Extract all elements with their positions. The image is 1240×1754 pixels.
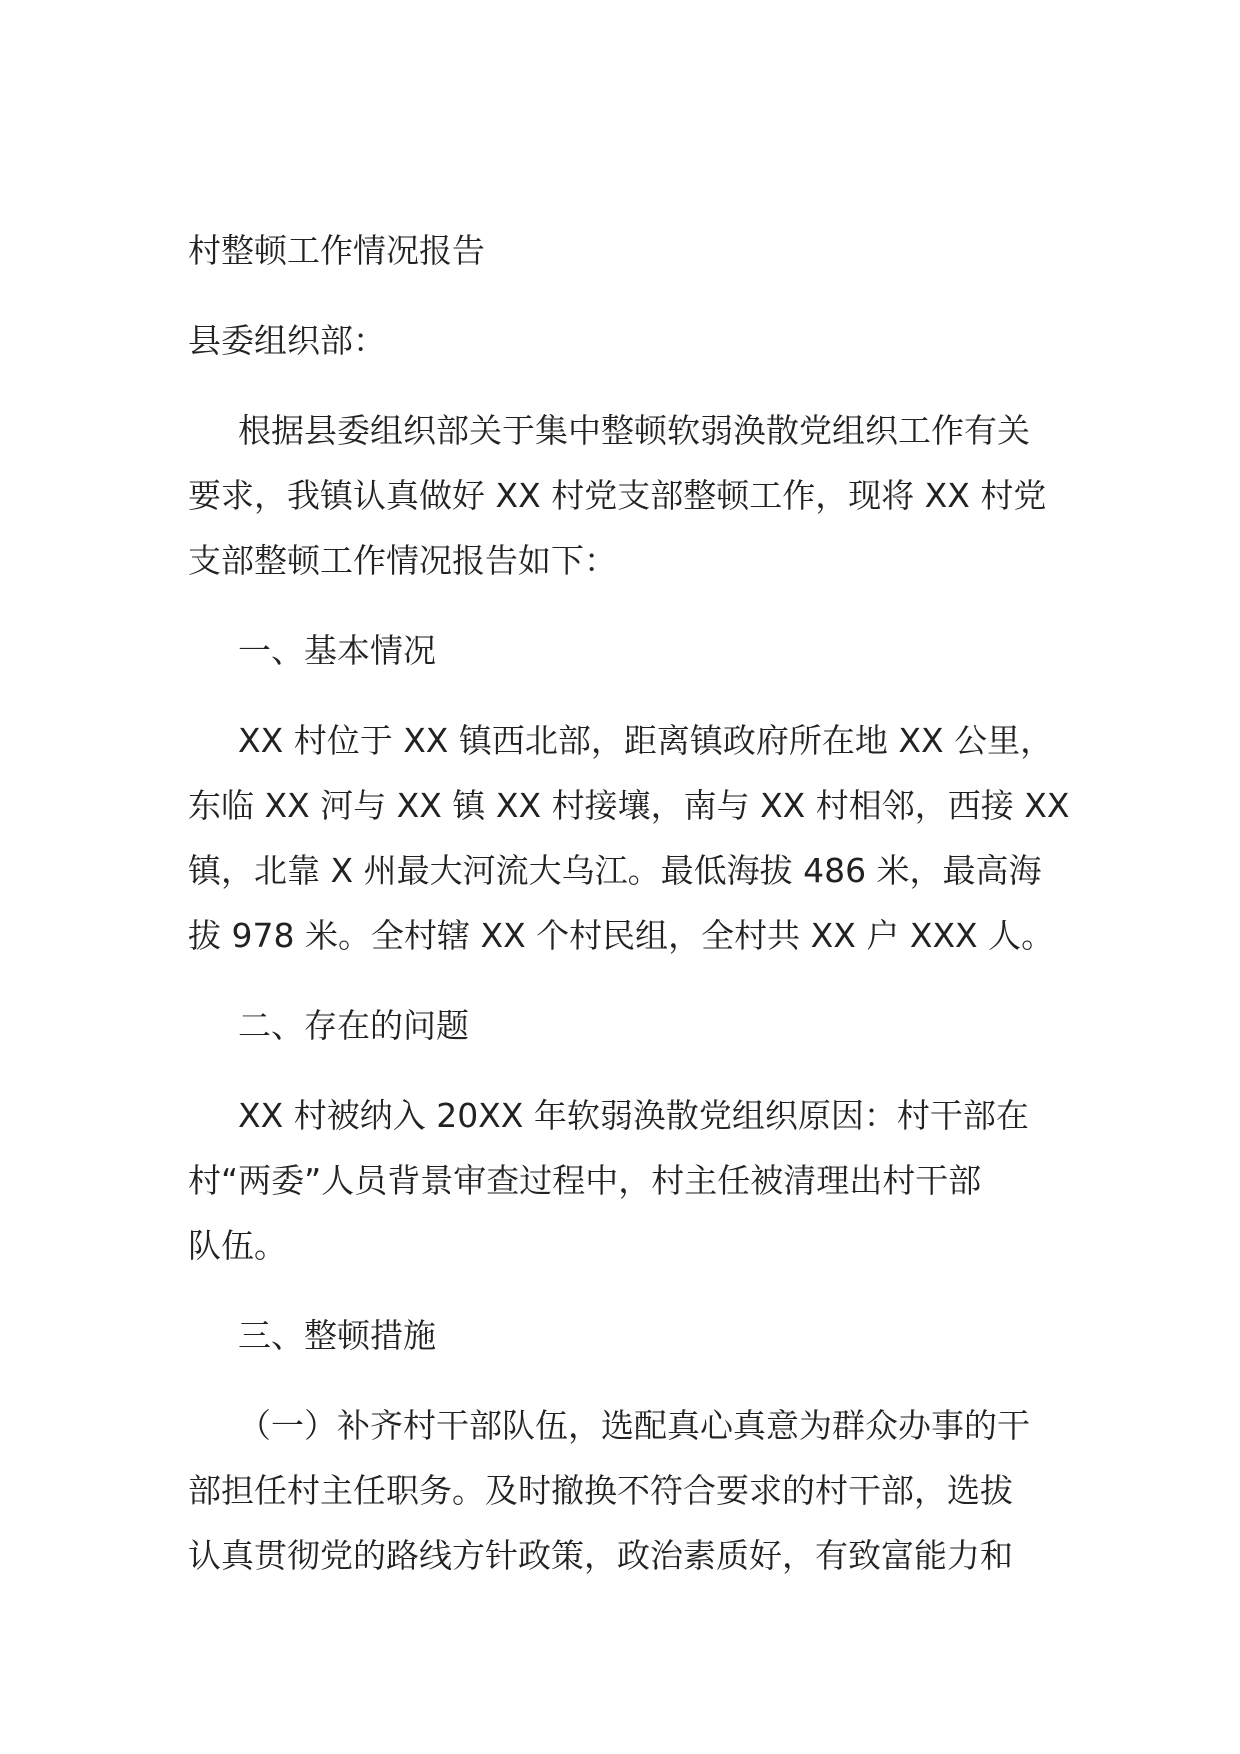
- paragraph-line: 镇，北靠 X 州最大河流大乌江。最低海拔 486 米，最高海: [188, 851, 1042, 890]
- paragraph-line: 部担任村主任职务。及时撤换不符合要求的村干部，选拔: [188, 1471, 1013, 1510]
- paragraph-line: 要求，我镇认真做好 XX 村党支部整顿工作，现将 XX 村党: [188, 476, 1047, 515]
- document-title: 村整顿工作情况报告: [188, 231, 485, 270]
- paragraph-line: （一）补齐村干部队伍，选配真心真意为群众办事的干: [238, 1406, 1030, 1445]
- section-heading-basic-situation: 一、基本情况: [238, 631, 436, 670]
- paragraph-line: 东临 XX 河与 XX 镇 XX 村接壤，南与 XX 村相邻，西接 XX: [188, 786, 1070, 825]
- paragraph-line: 根据县委组织部关于集中整顿软弱涣散党组织工作有关: [238, 411, 1030, 450]
- measures-paragraph: [188, 1393, 1054, 1588]
- section-heading-measures: 三、整顿措施: [238, 1316, 436, 1355]
- problems-paragraph: [188, 1083, 1054, 1278]
- intro-paragraph: [188, 398, 1054, 593]
- section-heading-problems: 二、存在的问题: [238, 1006, 469, 1045]
- paragraph-line: 村“两委”人员背景审查过程中，村主任被清理出村干部: [188, 1161, 982, 1200]
- salutation: 县委组织部：: [188, 321, 386, 360]
- basic-situation-paragraph: [188, 708, 1070, 968]
- paragraph-line: 认真贯彻党的路线方针政策，政治素质好，有致富能力和: [188, 1536, 1013, 1575]
- paragraph-line: XX 村位于 XX 镇西北部，距离镇政府所在地 XX 公里，: [238, 721, 1054, 760]
- paragraph-line: 拔 978 米。全村辖 XX 个村民组，全村共 XX 户 XXX 人。: [188, 916, 1055, 955]
- paragraph-line: XX 村被纳入 20XX 年软弱涣散党组织原因：村干部在: [238, 1096, 1029, 1135]
- paragraph-line: 支部整顿工作情况报告如下：: [188, 541, 617, 580]
- paragraph-line: 队伍。: [188, 1226, 287, 1265]
- document-body: [188, 218, 1070, 1613]
